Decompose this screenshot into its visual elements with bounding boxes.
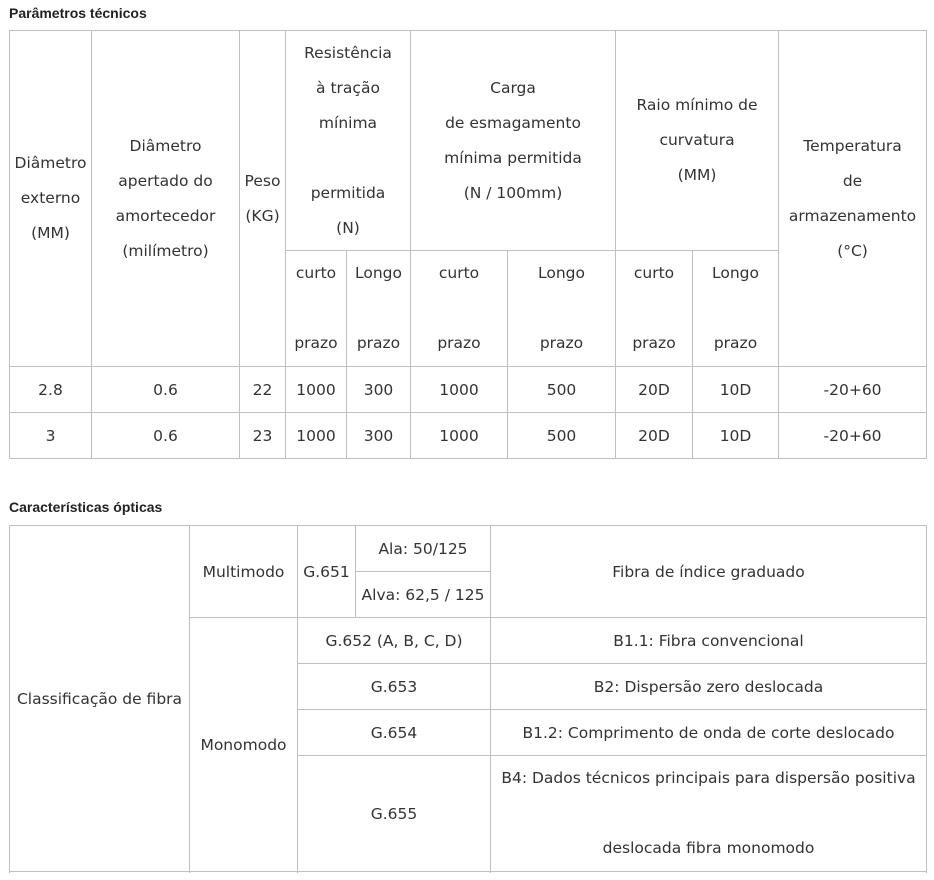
cell-bend-short: 20D [616,367,693,413]
cell-crush-short: 1000 [411,367,508,413]
header-bend-long: Longo prazo [693,251,779,367]
standard-g654: G.654 [298,710,491,756]
header-tensile-long: Longo prazo [347,251,411,367]
cell-crush-long: 500 [508,367,616,413]
multimode-description: Fibra de índice graduado [491,526,927,618]
cell-tensile-long: 300 [347,367,411,413]
header-crush-long: Longo prazo [508,251,616,367]
description-g653: B2: Dispersão zero deslocada [491,664,927,710]
optical-table [9,525,927,872]
description-g654: B1.2: Comprimento de onda de corte deslocado [491,710,927,756]
optical-section-title: Características ópticas [9,499,163,515]
cell-bend-short: 20D [616,413,693,459]
technical-section-title: Parâmetros técnicos [9,5,147,21]
multimode-variant-50: Ala: 50/125 [356,526,491,572]
multimode-variant-62: Alva: 62,5 / 125 [356,572,491,618]
cell-outer-diameter: 3 [10,413,92,459]
header-tight-buffer-diameter: Diâmetro apertado do amortecedor (milímetro) [92,31,240,367]
standard-g653: G.653 [298,664,491,710]
header-bend-radius: Raio mínimo de curvatura (MM) [616,31,779,251]
cell-tensile-long: 300 [347,413,411,459]
fiber-classification-label: Classificação de fibra [10,526,190,872]
header-crush-short: curto prazo [411,251,508,367]
cell-tensile-short: 1000 [286,413,347,459]
cell-weight: 22 [240,367,286,413]
cell-outer-diameter: 2.8 [10,367,92,413]
cell-weight: 23 [240,413,286,459]
standard-g652: G.652 (A, B, C, D) [298,618,491,664]
cell-bend-long: 10D [693,367,779,413]
header-bend-short: curto prazo [616,251,693,367]
header-outer-diameter: Diâmetro externo (MM) [10,31,92,367]
cell-crush-short: 1000 [411,413,508,459]
header-tensile-short: curto prazo [286,251,347,367]
cell-crush-long: 500 [508,413,616,459]
technical-table [9,30,927,459]
cell-tight-diameter: 0.6 [92,413,240,459]
cell-tensile-short: 1000 [286,367,347,413]
description-g652: B1.1: Fibra convencional [491,618,927,664]
singlemode-label: Monomodo [190,618,298,872]
header-crush-load: Carga de esmagamento mínima permitida (N / 100mm) [411,31,616,251]
header-weight: Peso (KG) [240,31,286,367]
description-g655: B4: Dados técnicos principais para dispersão positiva deslocada fibra monomodo [491,756,927,872]
cell-storage-temp: -20+60 [779,367,927,413]
table-row [10,367,927,413]
header-storage-temperature: Temperatura de armazenamento (°C) [779,31,927,367]
standard-g655: G.655 [298,756,491,872]
cell-storage-temp: -20+60 [779,413,927,459]
cell-bend-long: 10D [693,413,779,459]
multimode-label: Multimodo [190,526,298,618]
multimode-standard: G.651 [298,526,356,618]
table-row [10,413,927,459]
header-tensile-strength: Resistência à tração mínima permitida (N) [286,31,411,251]
cell-tight-diameter: 0.6 [92,367,240,413]
